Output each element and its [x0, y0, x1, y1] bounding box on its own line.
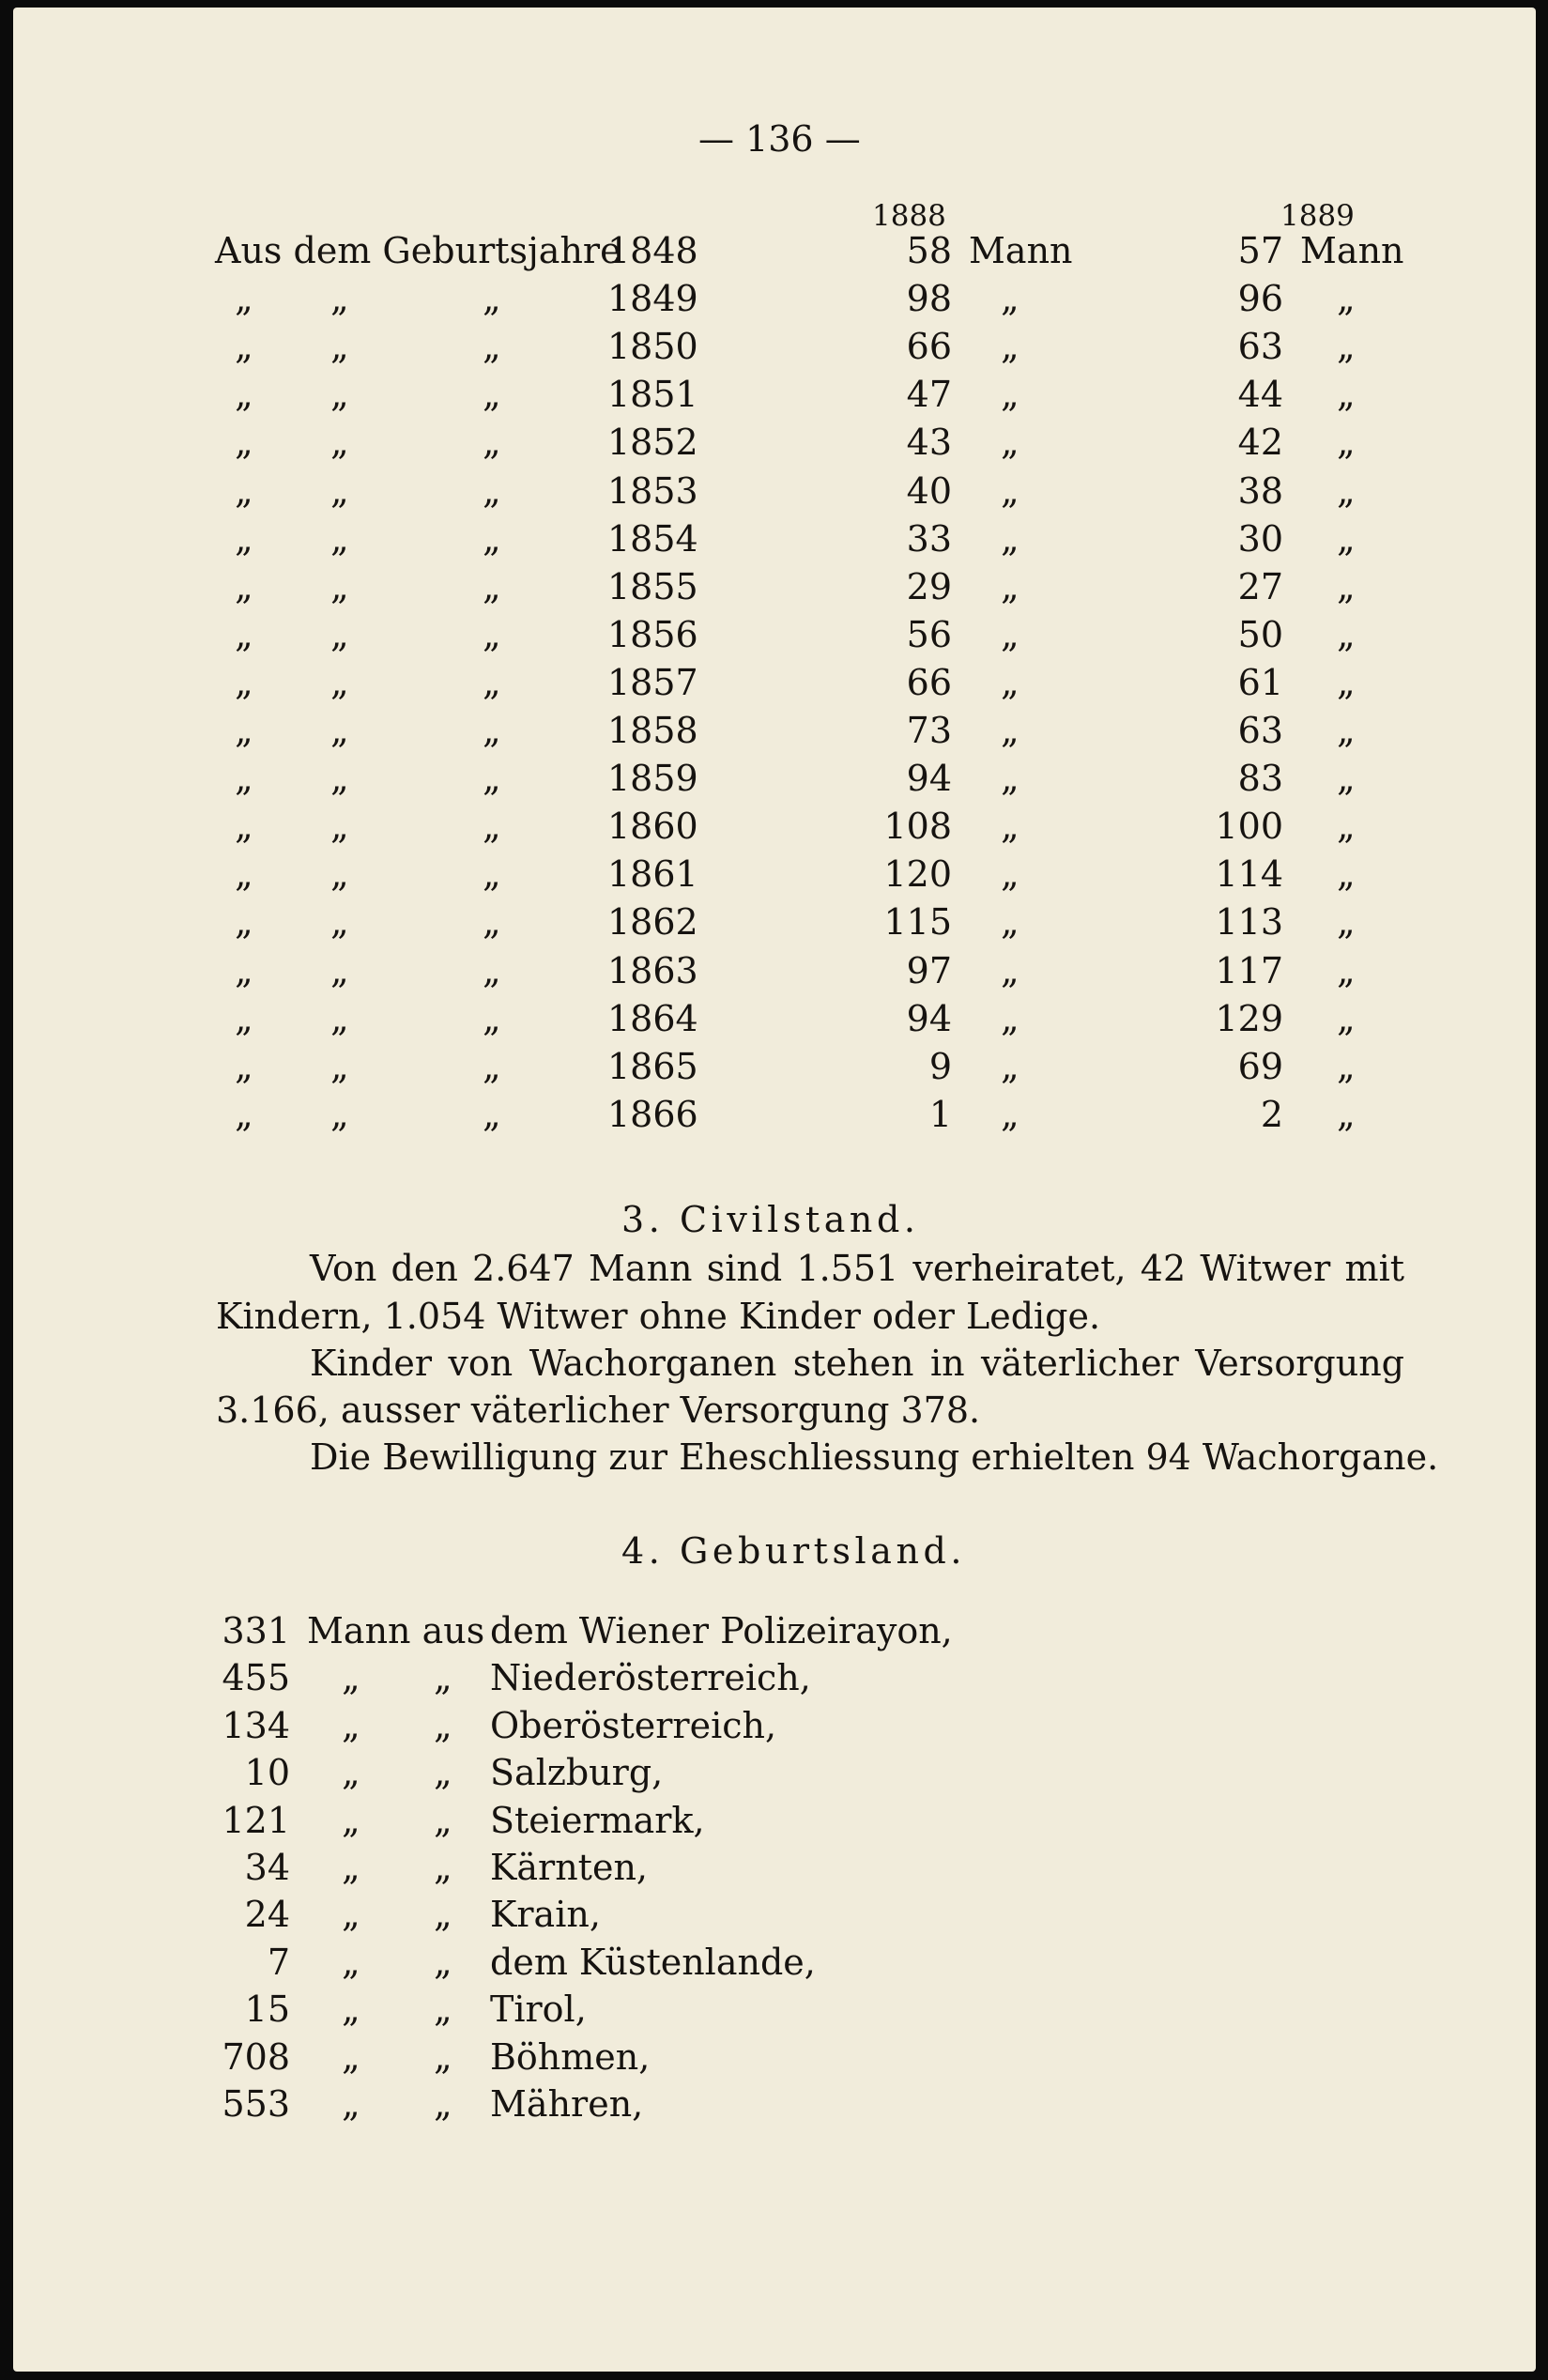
ditto-mark: „: [1337, 950, 1356, 991]
birth-year: 1854: [607, 518, 698, 560]
ditto-mark: „: [1337, 998, 1356, 1039]
count-1889: 63: [1237, 710, 1283, 751]
country-count: 24: [244, 1894, 290, 1935]
birth-year: 1866: [607, 1094, 698, 1135]
mann-aus-label: Mann aus: [307, 1610, 485, 1651]
ditto-mark: „: [235, 662, 253, 703]
ditto-mark: „: [483, 374, 501, 415]
scanned-page: [13, 8, 1536, 2372]
ditto-mark: „: [235, 806, 253, 847]
ditto-mark: „: [1337, 518, 1356, 560]
ditto-mark: „: [1337, 278, 1356, 319]
ditto-mark: „: [434, 1800, 452, 1841]
ditto-mark: „: [1337, 901, 1356, 943]
count-1889: 69: [1237, 1046, 1283, 1087]
country-name: Salzburg,: [490, 1752, 664, 1793]
ditto-mark: „: [483, 614, 501, 655]
birth-year: 1856: [607, 614, 698, 655]
ditto-mark: „: [434, 1847, 452, 1888]
ditto-mark: „: [330, 758, 349, 799]
ditto-mark: „: [434, 1705, 452, 1746]
ditto-mark: „: [1337, 662, 1356, 703]
count-1888: 33: [906, 518, 952, 560]
ditto-mark: „: [1337, 566, 1356, 607]
ditto-mark: „: [330, 950, 349, 991]
ditto-mark: „: [434, 1988, 452, 2030]
page-number: — 136 —: [698, 118, 861, 160]
section-4-heading: 4. Geburtsland.: [621, 1530, 967, 1572]
birth-year: 1852: [607, 422, 698, 463]
count-1889: 117: [1215, 950, 1283, 991]
ditto-mark: „: [330, 422, 349, 463]
ditto-mark: „: [1001, 422, 1019, 463]
country-count: 121: [222, 1800, 290, 1841]
count-1889: 27: [1237, 566, 1283, 607]
count-1888: 66: [906, 662, 952, 703]
ditto-mark: „: [342, 1705, 360, 1746]
birth-year: 1865: [607, 1046, 698, 1087]
count-1889: 50: [1237, 614, 1283, 655]
count-1889: 129: [1215, 998, 1283, 1039]
ditto-mark: „: [483, 470, 501, 512]
ditto-mark: „: [1001, 662, 1019, 703]
ditto-mark: „: [342, 1800, 360, 1841]
country-count: 134: [222, 1705, 290, 1746]
ditto-mark: „: [483, 758, 501, 799]
count-1889: 61: [1237, 662, 1283, 703]
ditto-mark: „: [235, 374, 253, 415]
ditto-mark: „: [1337, 806, 1356, 847]
ditto-mark: „: [483, 326, 501, 367]
ditto-mark: „: [235, 566, 253, 607]
count-1888: 73: [906, 710, 952, 751]
ditto-mark: „: [235, 710, 253, 751]
country-name: dem Küstenlande,: [490, 1942, 816, 1983]
ditto-mark: „: [1001, 566, 1019, 607]
ditto-mark: „: [235, 470, 253, 512]
ditto-mark: „: [330, 662, 349, 703]
ditto-mark: „: [330, 853, 349, 895]
count-1889: 42: [1237, 422, 1283, 463]
ditto-mark: „: [1337, 853, 1356, 895]
country-name: Kärnten,: [490, 1847, 648, 1888]
ditto-mark: „: [235, 614, 253, 655]
ditto-mark: „: [1001, 950, 1019, 991]
ditto-mark: „: [235, 758, 253, 799]
unit-label: Mann: [969, 230, 1073, 271]
birth-year: 1863: [607, 950, 698, 991]
ditto-mark: „: [342, 1894, 360, 1935]
section-3-line-5: Die Bewilligung zur Eheschliessung erhielten 94 Wachorgane.: [310, 1436, 1439, 1478]
country-name: Oberösterreich,: [490, 1705, 777, 1746]
ditto-mark: „: [235, 998, 253, 1039]
ditto-mark: „: [330, 806, 349, 847]
ditto-mark: „: [330, 614, 349, 655]
ditto-mark: „: [434, 2083, 452, 2125]
ditto-mark: „: [434, 1942, 452, 1983]
birth-year: 1848: [607, 230, 698, 271]
ditto-mark: „: [330, 566, 349, 607]
ditto-mark: „: [1001, 278, 1019, 319]
ditto-mark: „: [434, 2036, 452, 2078]
count-1889: 63: [1237, 326, 1283, 367]
count-1888: 9: [928, 1046, 952, 1087]
ditto-mark: „: [1001, 998, 1019, 1039]
unit-label: Mann: [1300, 230, 1404, 271]
ditto-mark: „: [1337, 710, 1356, 751]
ditto-mark: „: [342, 2036, 360, 2078]
country-name: Tirol,: [490, 1988, 587, 2030]
ditto-mark: „: [1001, 710, 1019, 751]
birth-year: 1849: [607, 278, 698, 319]
ditto-mark: „: [342, 1988, 360, 2030]
ditto-mark: „: [330, 470, 349, 512]
country-name: Böhmen,: [490, 2036, 651, 2078]
ditto-mark: „: [330, 518, 349, 560]
ditto-mark: „: [483, 518, 501, 560]
count-1889: 44: [1237, 374, 1283, 415]
ditto-mark: „: [235, 853, 253, 895]
country-count: 553: [222, 2083, 290, 2125]
birth-year: 1864: [607, 998, 698, 1039]
ditto-mark: „: [342, 1847, 360, 1888]
ditto-mark: „: [1001, 758, 1019, 799]
ditto-mark: „: [342, 1752, 360, 1793]
section-3-line-1: Von den 2.647 Mann sind 1.551 verheiratet, 42 Witwer mit: [310, 1248, 1404, 1289]
ditto-mark: „: [483, 422, 501, 463]
ditto-mark: „: [235, 326, 253, 367]
count-1888: 115: [883, 901, 952, 943]
ditto-mark: „: [330, 374, 349, 415]
count-1889: 30: [1237, 518, 1283, 560]
row-label: Aus dem Geburtsjahre: [215, 230, 621, 271]
ditto-mark: „: [235, 950, 253, 991]
birth-year: 1858: [607, 710, 698, 751]
birth-year: 1862: [607, 901, 698, 943]
ditto-mark: „: [483, 566, 501, 607]
ditto-mark: „: [1001, 614, 1019, 655]
count-1888: 120: [883, 853, 952, 895]
ditto-mark: „: [342, 1942, 360, 1983]
birth-year: 1860: [607, 806, 698, 847]
ditto-mark: „: [483, 950, 501, 991]
count-1888: 29: [906, 566, 952, 607]
count-1889: 57: [1237, 230, 1283, 271]
count-1889: 113: [1215, 901, 1283, 943]
ditto-mark: „: [1337, 758, 1356, 799]
country-count: 331: [222, 1610, 290, 1651]
ditto-mark: „: [1337, 326, 1356, 367]
ditto-mark: „: [483, 853, 501, 895]
country-name: Niederösterreich,: [490, 1657, 811, 1698]
ditto-mark: „: [1001, 806, 1019, 847]
country-name: Krain,: [490, 1894, 601, 1935]
ditto-mark: „: [1001, 1046, 1019, 1087]
count-1888: 66: [906, 326, 952, 367]
ditto-mark: „: [483, 806, 501, 847]
count-1888: 98: [906, 278, 952, 319]
header-year-1889: 1889: [1280, 199, 1355, 233]
count-1889: 83: [1237, 758, 1283, 799]
ditto-mark: „: [330, 1046, 349, 1087]
ditto-mark: „: [1337, 1094, 1356, 1135]
birth-year: 1851: [607, 374, 698, 415]
country-count: 34: [244, 1847, 290, 1888]
ditto-mark: „: [483, 662, 501, 703]
ditto-mark: „: [235, 1094, 253, 1135]
ditto-mark: „: [483, 278, 501, 319]
count-1888: 94: [906, 998, 952, 1039]
country-count: 455: [222, 1657, 290, 1698]
count-1888: 108: [883, 806, 952, 847]
ditto-mark: „: [342, 1657, 360, 1698]
count-1889: 114: [1215, 853, 1283, 895]
country-count: 10: [244, 1752, 290, 1793]
ditto-mark: „: [483, 1094, 501, 1135]
ditto-mark: „: [235, 1046, 253, 1087]
country-count: 708: [222, 2036, 290, 2078]
birth-year: 1857: [607, 662, 698, 703]
ditto-mark: „: [1001, 470, 1019, 512]
count-1889: 2: [1260, 1094, 1283, 1135]
count-1888: 1: [928, 1094, 952, 1135]
birth-year: 1861: [607, 853, 698, 895]
birth-year: 1850: [607, 326, 698, 367]
ditto-mark: „: [1337, 1046, 1356, 1087]
country-name: Mähren,: [490, 2083, 644, 2125]
ditto-mark: „: [1001, 853, 1019, 895]
birth-year: 1853: [607, 470, 698, 512]
ditto-mark: „: [330, 998, 349, 1039]
ditto-mark: „: [330, 278, 349, 319]
section-3-line-2: Kindern, 1.054 Witwer ohne Kinder oder Ledige.: [216, 1296, 1101, 1337]
ditto-mark: „: [235, 278, 253, 319]
country-count: 7: [267, 1942, 290, 1983]
birth-year: 1855: [607, 566, 698, 607]
ditto-mark: „: [434, 1752, 452, 1793]
ditto-mark: „: [330, 326, 349, 367]
ditto-mark: „: [330, 901, 349, 943]
ditto-mark: „: [434, 1657, 452, 1698]
country-count: 15: [244, 1988, 290, 2030]
birth-year: 1859: [607, 758, 698, 799]
count-1889: 38: [1237, 470, 1283, 512]
ditto-mark: „: [1337, 470, 1356, 512]
ditto-mark: „: [1001, 901, 1019, 943]
ditto-mark: „: [1001, 518, 1019, 560]
ditto-mark: „: [1337, 422, 1356, 463]
count-1888: 40: [906, 470, 952, 512]
ditto-mark: „: [342, 2083, 360, 2125]
ditto-mark: „: [330, 1094, 349, 1135]
count-1889: 96: [1237, 278, 1283, 319]
count-1888: 58: [906, 230, 952, 271]
ditto-mark: „: [434, 1894, 452, 1935]
count-1888: 94: [906, 758, 952, 799]
section-3-heading: 3. Civilstand.: [621, 1199, 920, 1240]
count-1888: 97: [906, 950, 952, 991]
country-name: dem Wiener Polizeirayon,: [490, 1610, 953, 1651]
section-3-line-3: Kinder von Wachorganen stehen in väterlicher Versorgung: [310, 1343, 1404, 1384]
count-1888: 47: [906, 374, 952, 415]
ditto-mark: „: [483, 710, 501, 751]
count-1889: 100: [1215, 806, 1283, 847]
count-1888: 56: [906, 614, 952, 655]
ditto-mark: „: [1001, 374, 1019, 415]
header-year-1888: 1888: [872, 199, 946, 233]
ditto-mark: „: [330, 710, 349, 751]
ditto-mark: „: [1337, 374, 1356, 415]
count-1888: 43: [906, 422, 952, 463]
ditto-mark: „: [1001, 326, 1019, 367]
country-name: Steiermark,: [490, 1800, 705, 1841]
ditto-mark: „: [235, 518, 253, 560]
ditto-mark: „: [235, 422, 253, 463]
ditto-mark: „: [1337, 614, 1356, 655]
ditto-mark: „: [483, 1046, 501, 1087]
ditto-mark: „: [1001, 1094, 1019, 1135]
ditto-mark: „: [483, 998, 501, 1039]
ditto-mark: „: [483, 901, 501, 943]
section-3-line-4: 3.166, ausser väterlicher Versorgung 378.: [216, 1390, 981, 1431]
ditto-mark: „: [235, 901, 253, 943]
